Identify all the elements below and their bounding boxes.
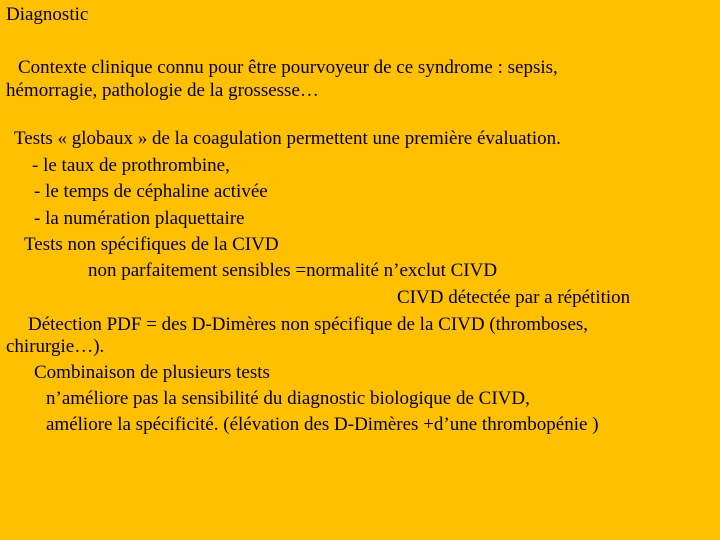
text-line: améliore la spécificité. (élévation des D-Dimères +d’une thrombopénie ) <box>46 414 599 435</box>
text-line: non parfaitement sensibles =normalité n’exclut CIVD <box>88 260 498 281</box>
text-line: CIVD détectée par a répétition <box>397 287 631 308</box>
text-line: Tests « globaux » de la coagulation permettent une première évaluation. <box>14 128 561 149</box>
text-line: hémorragie, pathologie de la grossesse… <box>6 80 319 101</box>
text-line: Détection PDF = des D-Dimères non spécifique de la CIVD (thromboses, <box>28 314 589 335</box>
text-line: n’améliore pas la sensibilité du diagnostic biologique de CIVD, <box>46 388 530 409</box>
slide-title: Diagnostic <box>6 4 89 25</box>
text-line: Contexte clinique connu pour être pourvoyeur de ce syndrome : sepsis, <box>18 57 558 78</box>
bullet-item: - le temps de céphaline activée <box>34 181 268 202</box>
text-line: chirurgie…). <box>6 336 105 357</box>
bullet-item: - le taux de prothrombine, <box>32 155 230 176</box>
text-line: Tests non spécifiques de la CIVD <box>24 234 279 255</box>
text-line: Combinaison de plusieurs tests <box>34 362 270 383</box>
bullet-item: - la numération plaquettaire <box>34 208 245 229</box>
